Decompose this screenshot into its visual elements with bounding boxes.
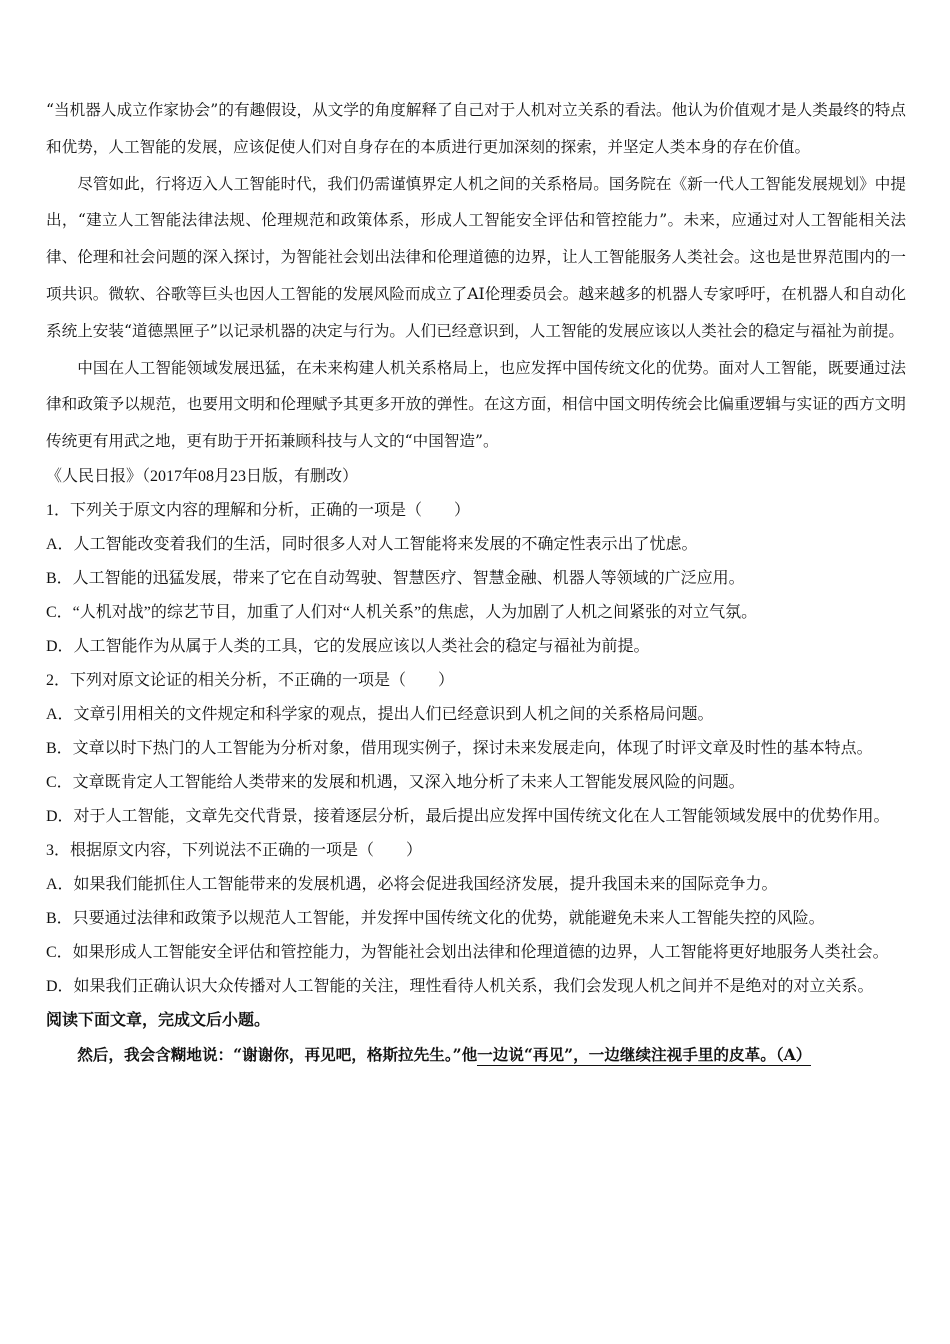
question-3-option-c: C．如果形成人工智能安全评估和管控能力，为智能社会划出法律和伦理道德的边界，人工智能将更好地服务人类社会。 <box>46 943 889 961</box>
question-3-stem: 3．根据原文内容，下列说法不正确的一项是（ ） <box>46 841 423 859</box>
story-underlined-text: 一边说“再见”，一边继续注视手里的皮革。（A） <box>477 1044 812 1064</box>
question-3-option-b: B．只要通过法律和政策予以规范人工智能，并发挥中国传统文化的优势，就能避免未来人工智能失控的风险。 <box>46 909 825 927</box>
question-3-option-a: A．如果我们能抓住人工智能带来的发展机遇，必将会促进我国经济发展，提升我国未来的国际竞争力。 <box>46 875 778 893</box>
section-heading: 阅读下面文章，完成文后小题。 <box>46 1011 271 1029</box>
question-1-option-a: A．人工智能改变着我们的生活，同时很多人对人工智能将来发展的不确定性表示出了忧虑。 <box>46 535 698 553</box>
question-1-option-d: D．人工智能作为从属于人类的工具，它的发展应该以人类社会的稳定与福祉为前提。 <box>46 637 650 655</box>
passage-paragraph-1: “当机器人成立作家协会”的有趣假设，从文学的角度解释了自己对于人机对立关系的看法。他认为价值观才是人类最终的特点和优势，人工智能的发展，应该促使人们对自身存在的本质进行更加深刻的探索，并坚定人类本身的存在价值。 <box>46 101 906 156</box>
passage-paragraph-3: 中国在人工智能领域发展迅猛，在未来构建人机关系格局上，也应发挥中国传统文化的优势。面对人工智能，既要通过法律和政策予以规范，也要用文明和伦理赋予其更多开放的弹性。在这方面，相信中国文明传统会比偏重逻辑与实证的西方文明传统更有用武之地，更有助于开拓兼顾科技与人文的“中国智造”。 <box>46 358 906 451</box>
question-1-option-c: C．“人机对战”的综艺节目，加重了人们对“人机关系”的焦虑，人为加剧了人机之间紧张的对立气氛。 <box>46 603 758 621</box>
question-1-option-b: B．人工智能的迅猛发展，带来了它在自动驾驶、智慧医疗、智慧金融、机器人等领域的广泛应用。 <box>46 569 745 587</box>
question-2-option-c: C．文章既肯定人工智能给人类带来的发展和机遇，又深入地分析了未来人工智能发展风险的问题。 <box>46 773 745 791</box>
document-page <box>46 92 906 1072</box>
question-2-option-a: A．文章引用相关的文件规定和科学家的观点，提出人们已经意识到人机之间的关系格局问题。 <box>46 705 714 723</box>
passage-paragraph-2: 尽管如此，行将迈入人工智能时代，我们仍需谨慎界定人机之间的关系格局。国务院在《新一代人工智能发展规划》中提出，“建立人工智能法律法规、伦理规范和政策体系，形成人工智能安全评估和管控能力”。未来，应通过对人工智能相关法律、伦理和社会问题的深入探讨，为智能社会划出法律和伦理道德的边界，让人工智能服务人类社会。这也是世界范围内的一项共识。微软、谷歌等巨头也因人工智能的发展风险而成立了AI伦理委员会。越来越多的机器人专家呼吁，在机器人和自动化系统上安装“道德黑匣子”以记录机器的决定与行为。人们已经意识到，人工智能的发展应该以人类社会的稳定与福祉为前提。 <box>46 174 906 340</box>
question-3-option-d: D．如果我们正确认识大众传播对人工智能的关注，理性看待人机关系，我们会发现人机之间并不是绝对的对立关系。 <box>46 977 874 995</box>
question-1-stem: 1．下列关于原文内容的理解和分析，正确的一项是（ ） <box>46 501 471 519</box>
story-first-line <box>46 1038 906 1072</box>
story-first-line-start: 然后，我会含糊地说：“谢谢你，再见吧，格斯拉先生。”他 <box>77 1044 478 1064</box>
source-citation: 《人民日报》（2017年08月23日版，有删改） <box>46 467 359 485</box>
question-2-stem: 2．下列对原文论证的相关分析，不正确的一项是（ ） <box>46 671 455 689</box>
question-2-option-d: D．对于人工智能，文章先交代背景，接着逐层分析，最后提出应发挥中国传统文化在人工智能领域发展中的优势作用。 <box>46 807 890 825</box>
question-2-option-b: B．文章以时下热门的人工智能为分析对象，借用现实例子，探讨未来发展走向，体现了时评文章及时性的基本特点。 <box>46 739 873 757</box>
